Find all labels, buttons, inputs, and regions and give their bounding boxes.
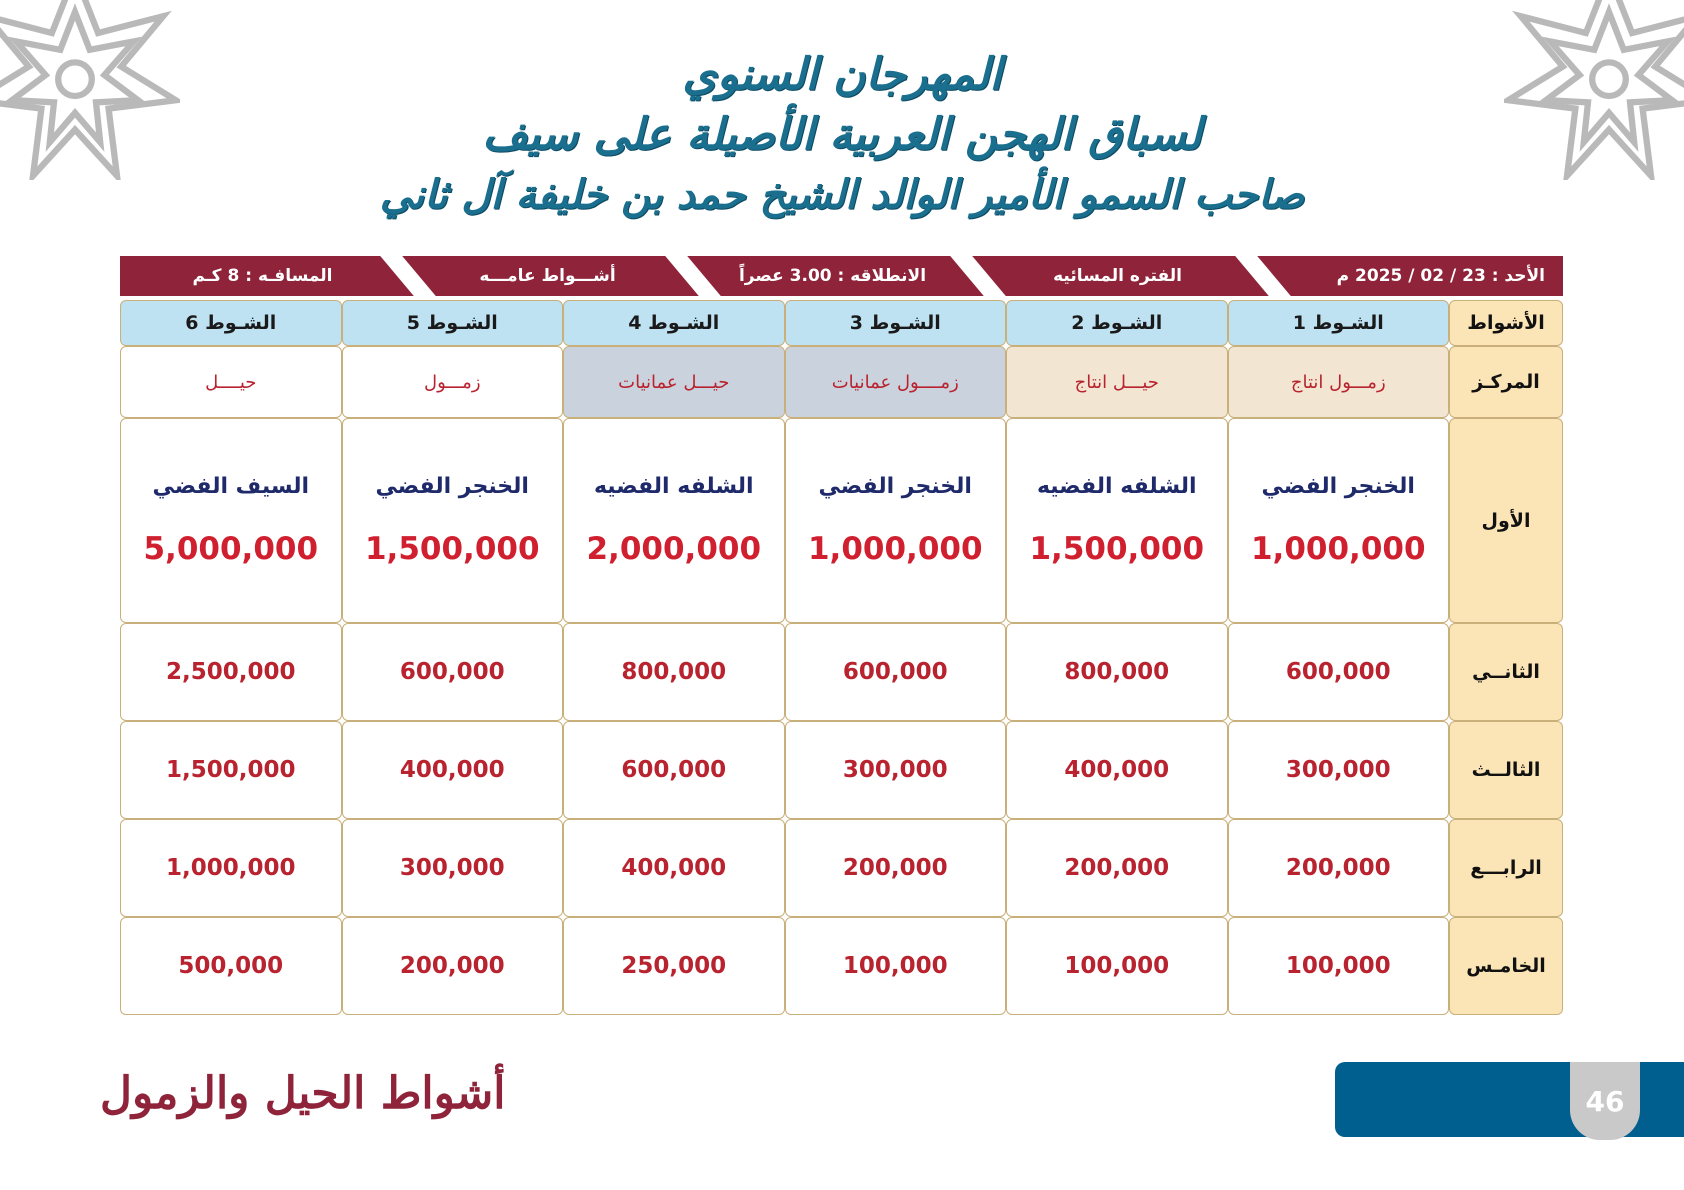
round-category: زمـــول xyxy=(342,346,564,418)
banner-period xyxy=(975,256,1260,296)
page-heading: أشواط الحيل والزمول xyxy=(100,1068,506,1119)
first-prize-name: الشلفه الفضيه xyxy=(1036,474,1197,499)
banner-distance xyxy=(120,256,405,296)
round-category: حيـــل انتاج xyxy=(1006,346,1228,418)
first-prize-amount: 5,000,000 xyxy=(143,531,319,567)
third-prize-amount: 300,000 xyxy=(785,721,1007,819)
first-prize-amount: 1,000,000 xyxy=(807,531,983,567)
fifth-prize-amount: 100,000 xyxy=(1006,917,1228,1015)
fourth-prize-amount: 200,000 xyxy=(785,819,1007,917)
fourth-prize-amount: 300,000 xyxy=(342,819,564,917)
third-prize-amount: 400,000 xyxy=(1006,721,1228,819)
row-label-first: الأول xyxy=(1449,418,1563,623)
info-banner xyxy=(120,256,1563,296)
second-prize-amount: 600,000 xyxy=(785,623,1007,721)
title-line-2: لسباق الهجن العربية الأصيلة على سيف xyxy=(482,109,1202,160)
round-header: الشـوط 5 xyxy=(342,300,564,346)
fourth-prize-amount: 200,000 xyxy=(1228,819,1450,917)
banner-start-time xyxy=(690,256,975,296)
first-prize-cell xyxy=(120,418,342,623)
round-header: الشـوط 4 xyxy=(563,300,785,346)
first-prize-cell xyxy=(1006,418,1228,623)
row-label-second: الثانــي xyxy=(1449,623,1563,721)
round-header: الشـوط 1 xyxy=(1228,300,1450,346)
header-titles xyxy=(0,45,1684,225)
third-prize-amount: 600,000 xyxy=(563,721,785,819)
row-label-center: المركـز xyxy=(1449,346,1563,418)
first-prize-name: الخنجر الفضي xyxy=(818,474,972,499)
first-prize-cell xyxy=(1228,418,1450,623)
round-header: الشـوط 2 xyxy=(1006,300,1228,346)
second-prize-amount: 2,500,000 xyxy=(120,623,342,721)
round-header: الشـوط 6 xyxy=(120,300,342,346)
fourth-prize-amount: 200,000 xyxy=(1006,819,1228,917)
fourth-prize-amount: 400,000 xyxy=(563,819,785,917)
first-prize-cell xyxy=(785,418,1007,623)
first-prize-amount: 1,500,000 xyxy=(1029,531,1205,567)
row-label-third: الثالــث xyxy=(1449,721,1563,819)
row-label-rounds: الأشواط xyxy=(1449,300,1563,346)
third-prize-amount: 400,000 xyxy=(342,721,564,819)
first-prize-cell xyxy=(342,418,564,623)
round-category: زمـــول انتاج xyxy=(1228,346,1450,418)
second-prize-amount: 800,000 xyxy=(563,623,785,721)
round-header: الشـوط 3 xyxy=(785,300,1007,346)
first-prize-amount: 1,000,000 xyxy=(1250,531,1426,567)
first-prize-cell xyxy=(563,418,785,623)
prize-table xyxy=(120,300,1563,1015)
banner-rounds-type-text: أشـــواط عامـــه xyxy=(479,266,616,286)
first-prize-name: الخنجر الفضي xyxy=(375,474,529,499)
title-line-3: صاحب السمو الأمير الوالد الشيخ حمد بن خليفة آل ثاني xyxy=(379,171,1305,218)
banner-rounds-type xyxy=(405,256,690,296)
banner-period-text: الفتره المسائيه xyxy=(1053,266,1182,286)
second-prize-amount: 600,000 xyxy=(342,623,564,721)
fifth-prize-amount: 250,000 xyxy=(563,917,785,1015)
fifth-prize-amount: 200,000 xyxy=(342,917,564,1015)
third-prize-amount: 300,000 xyxy=(1228,721,1450,819)
first-prize-name: الشلفه الفضيه xyxy=(593,474,754,499)
first-prize-name: الخنجر الفضي xyxy=(1261,474,1415,499)
round-category: حيـــل عمانيات xyxy=(563,346,785,418)
round-category: زمــــول عمانيات xyxy=(785,346,1007,418)
row-label-fifth: الخامـس xyxy=(1449,917,1563,1015)
row-label-fourth: الرابـــع xyxy=(1449,819,1563,917)
page-number: 46 xyxy=(1570,1062,1640,1140)
banner-date-text: الأحد : 23 / 02 / 2025 م xyxy=(1336,266,1545,286)
round-category: حيــــل xyxy=(120,346,342,418)
fifth-prize-amount: 100,000 xyxy=(1228,917,1450,1015)
fifth-prize-amount: 500,000 xyxy=(120,917,342,1015)
banner-distance-text: المسافـه : 8 كـم xyxy=(192,266,333,286)
first-prize-amount: 2,000,000 xyxy=(586,531,762,567)
second-prize-amount: 600,000 xyxy=(1228,623,1450,721)
banner-date xyxy=(1260,256,1563,296)
title-line-1: المهرجان السنوي xyxy=(682,49,1002,100)
second-prize-amount: 800,000 xyxy=(1006,623,1228,721)
fifth-prize-amount: 100,000 xyxy=(785,917,1007,1015)
banner-start-time-text: الانطلاقه : 3.00 عصراً xyxy=(738,266,927,286)
first-prize-amount: 1,500,000 xyxy=(364,531,540,567)
fourth-prize-amount: 1,000,000 xyxy=(120,819,342,917)
third-prize-amount: 1,500,000 xyxy=(120,721,342,819)
first-prize-name: السيف الفضي xyxy=(152,474,310,499)
